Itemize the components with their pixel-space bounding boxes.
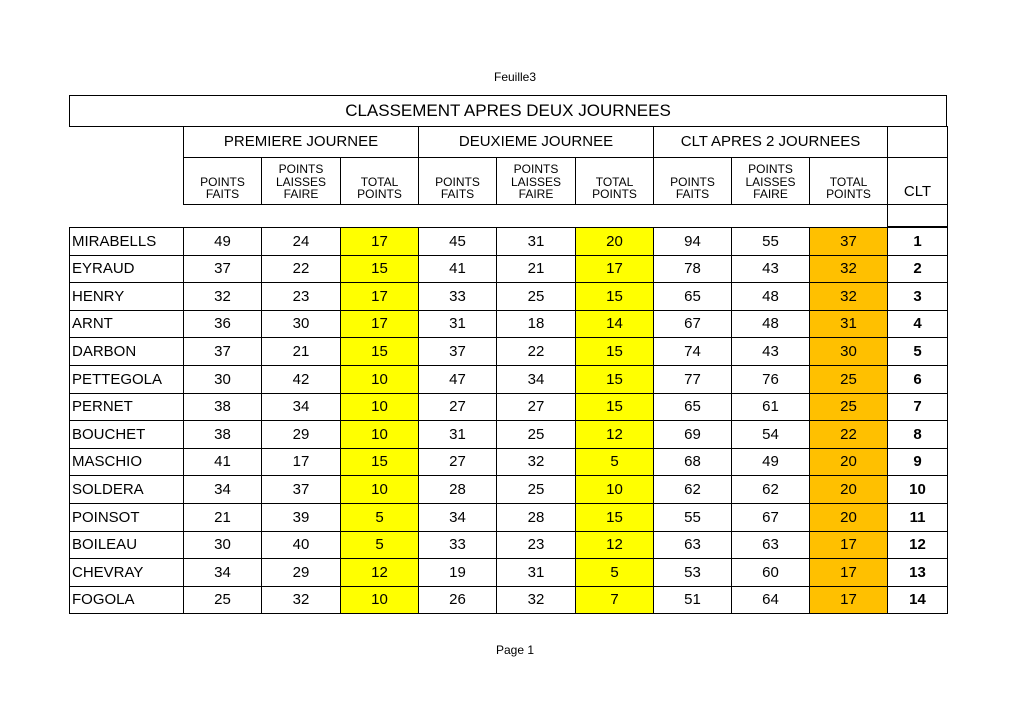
overall-total-cell: 25: [809, 393, 888, 421]
column-header-label: TOTAL POINTS: [592, 174, 637, 202]
player-name: SOLDERA: [69, 475, 184, 504]
column-header-label: POINTS LAISSES FAIRE: [745, 162, 796, 202]
cell: 27: [496, 393, 576, 421]
group-header-1: PREMIERE JOURNEE: [183, 126, 419, 158]
rank-cell: 13: [887, 558, 948, 587]
cell: 49: [731, 448, 810, 476]
cell: 43: [731, 255, 810, 283]
day-total-cell: 10: [340, 586, 419, 614]
rank-cell: 5: [887, 337, 948, 366]
day-total-cell: 20: [575, 227, 654, 256]
cell: 37: [183, 337, 262, 366]
cell: 65: [653, 282, 732, 311]
cell: 47: [418, 365, 497, 394]
cell: 30: [261, 310, 341, 338]
rank-cell: 8: [887, 420, 948, 449]
cell: 43: [731, 337, 810, 366]
cell: 48: [731, 310, 810, 338]
cell: 65: [653, 393, 732, 421]
day-total-cell: 15: [340, 337, 419, 366]
overall-total-cell: 30: [809, 337, 888, 366]
cell: 31: [496, 558, 576, 587]
cell: 30: [183, 531, 262, 559]
player-name: FOGOLA: [69, 586, 184, 614]
cell: 36: [183, 310, 262, 338]
day-total-cell: 15: [575, 503, 654, 532]
overall-total-cell: 32: [809, 282, 888, 311]
cell: 33: [418, 282, 497, 311]
cell: 74: [653, 337, 732, 366]
cell: 18: [496, 310, 576, 338]
cell: 25: [183, 586, 262, 614]
cell: 34: [418, 503, 497, 532]
overall-total-cell: 22: [809, 420, 888, 449]
cell: 39: [261, 503, 341, 532]
column-header-label: POINTS FAITS: [670, 174, 715, 202]
cell: 31: [418, 420, 497, 449]
cell: 61: [731, 393, 810, 421]
day-total-cell: 10: [340, 393, 419, 421]
cell: 37: [418, 337, 497, 366]
overall-total-cell: 32: [809, 255, 888, 283]
overall-total-cell: 25: [809, 365, 888, 394]
cell: 32: [496, 586, 576, 614]
day-total-cell: 10: [575, 475, 654, 504]
cell: 63: [653, 531, 732, 559]
cell: 33: [418, 531, 497, 559]
cell: 55: [653, 503, 732, 532]
day-total-cell: 15: [340, 448, 419, 476]
column-header: [183, 157, 262, 205]
group-header-empty: [887, 126, 948, 158]
column-header-label: POINTS FAITS: [435, 174, 480, 202]
cell: 25: [496, 282, 576, 311]
rank-cell: 14: [887, 586, 948, 614]
cell: 25: [496, 420, 576, 449]
day-total-cell: 5: [340, 531, 419, 559]
column-header: [575, 157, 654, 205]
day-total-cell: 15: [575, 393, 654, 421]
player-name: BOILEAU: [69, 531, 184, 559]
player-name: POINSOT: [69, 503, 184, 532]
day-total-cell: 15: [575, 282, 654, 311]
day-total-cell: 15: [575, 365, 654, 394]
column-header-label: POINTS LAISSES FAIRE: [275, 162, 327, 202]
rank-cell: 3: [887, 282, 948, 311]
column-header-label: TOTAL POINTS: [357, 174, 402, 202]
rank-cell: 12: [887, 531, 948, 559]
cell: 63: [731, 531, 810, 559]
cell: 27: [418, 393, 497, 421]
player-name: ARNT: [69, 310, 184, 338]
cell: 69: [653, 420, 732, 449]
cell: 94: [653, 227, 732, 256]
rank-cell: 10: [887, 475, 948, 504]
group-header-3: CLT APRES 2 JOURNEES: [653, 126, 888, 158]
cell: 32: [261, 586, 341, 614]
overall-total-cell: 20: [809, 475, 888, 504]
overall-total-cell: 31: [809, 310, 888, 338]
overall-total-cell: 20: [809, 503, 888, 532]
player-name: BOUCHET: [69, 420, 184, 449]
cell: 22: [261, 255, 341, 283]
cell: 67: [653, 310, 732, 338]
cell: 19: [418, 558, 497, 587]
cell: 34: [183, 475, 262, 504]
day-total-cell: 12: [575, 420, 654, 449]
player-name: EYRAUD: [69, 255, 184, 283]
day-total-cell: 7: [575, 586, 654, 614]
day-total-cell: 5: [575, 448, 654, 476]
cell: 29: [261, 558, 341, 587]
cell: 62: [653, 475, 732, 504]
cell: 67: [731, 503, 810, 532]
column-header: [340, 157, 419, 205]
column-header-label: POINTS LAISSES FAIRE: [510, 162, 562, 202]
player-name: PETTEGOLA: [69, 365, 184, 394]
cell: 31: [418, 310, 497, 338]
cell: 24: [261, 227, 341, 256]
column-header: CLT: [887, 157, 948, 205]
column-header: [809, 157, 888, 205]
column-header-label: POINTS FAITS: [200, 174, 245, 202]
day-total-cell: 17: [340, 310, 419, 338]
player-name: HENRY: [69, 282, 184, 311]
group-header-2: DEUXIEME JOURNEE: [418, 126, 654, 158]
sheet-name: Feuille3: [493, 70, 537, 84]
table-title: CLASSEMENT APRES DEUX JOURNEES: [69, 95, 947, 127]
cell: 38: [183, 393, 262, 421]
day-total-cell: 10: [340, 420, 419, 449]
day-total-cell: 15: [575, 337, 654, 366]
cell: 25: [496, 475, 576, 504]
cell: 28: [418, 475, 497, 504]
cell: 30: [183, 365, 262, 394]
overall-total-cell: 17: [809, 586, 888, 614]
player-name: MIRABELLS: [69, 227, 184, 256]
day-total-cell: 10: [340, 365, 419, 394]
cell: 21: [261, 337, 341, 366]
overall-total-cell: 17: [809, 531, 888, 559]
player-name: CHEVRAY: [69, 558, 184, 587]
column-header: [731, 157, 810, 205]
rank-cell: 7: [887, 393, 948, 421]
rank-cell: 1: [887, 227, 948, 256]
cell: 34: [496, 365, 576, 394]
rank-cell: 11: [887, 503, 948, 532]
column-header: [418, 157, 497, 205]
overall-total-cell: 20: [809, 448, 888, 476]
day-total-cell: 17: [575, 255, 654, 283]
page-footer: Page 1: [495, 643, 535, 657]
overall-total-cell: 37: [809, 227, 888, 256]
cell: 55: [731, 227, 810, 256]
player-name: MASCHIO: [69, 448, 184, 476]
cell: 45: [418, 227, 497, 256]
cell: 26: [418, 586, 497, 614]
cell: 32: [183, 282, 262, 311]
day-total-cell: 5: [575, 558, 654, 587]
cell: 60: [731, 558, 810, 587]
rank-cell: 9: [887, 448, 948, 476]
cell: 27: [418, 448, 497, 476]
cell: 48: [731, 282, 810, 311]
player-name: PERNET: [69, 393, 184, 421]
cell: 49: [183, 227, 262, 256]
overall-total-cell: 17: [809, 558, 888, 587]
cell: 62: [731, 475, 810, 504]
cell: 21: [183, 503, 262, 532]
day-total-cell: 17: [340, 282, 419, 311]
day-total-cell: 14: [575, 310, 654, 338]
day-total-cell: 12: [340, 558, 419, 587]
cell: 23: [496, 531, 576, 559]
day-total-cell: 10: [340, 475, 419, 504]
day-total-cell: 17: [340, 227, 419, 256]
cell: 51: [653, 586, 732, 614]
cell: 76: [731, 365, 810, 394]
cell: 37: [183, 255, 262, 283]
cell: 17: [261, 448, 341, 476]
cell: 28: [496, 503, 576, 532]
rank-cell: 2: [887, 255, 948, 283]
cell: 54: [731, 420, 810, 449]
rank-cell: 4: [887, 310, 948, 338]
cell: 40: [261, 531, 341, 559]
cell: 34: [261, 393, 341, 421]
column-header: [653, 157, 732, 205]
cell: 31: [496, 227, 576, 256]
cell: 53: [653, 558, 732, 587]
cell: 34: [183, 558, 262, 587]
day-total-cell: 15: [340, 255, 419, 283]
cell: 29: [261, 420, 341, 449]
cell: 21: [496, 255, 576, 283]
cell: 64: [731, 586, 810, 614]
cell: 38: [183, 420, 262, 449]
cell: 41: [183, 448, 262, 476]
player-name: DARBON: [69, 337, 184, 366]
cell: 22: [496, 337, 576, 366]
cell: 68: [653, 448, 732, 476]
cell: 37: [261, 475, 341, 504]
cell: 23: [261, 282, 341, 311]
column-header: [261, 157, 341, 205]
day-total-cell: 5: [340, 503, 419, 532]
cell: 78: [653, 255, 732, 283]
spacer-cell: [887, 204, 948, 227]
rank-cell: 6: [887, 365, 948, 394]
cell: 41: [418, 255, 497, 283]
cell: 32: [496, 448, 576, 476]
column-header-label: TOTAL POINTS: [826, 174, 871, 202]
day-total-cell: 12: [575, 531, 654, 559]
cell: 42: [261, 365, 341, 394]
column-header: [496, 157, 576, 205]
cell: 77: [653, 365, 732, 394]
